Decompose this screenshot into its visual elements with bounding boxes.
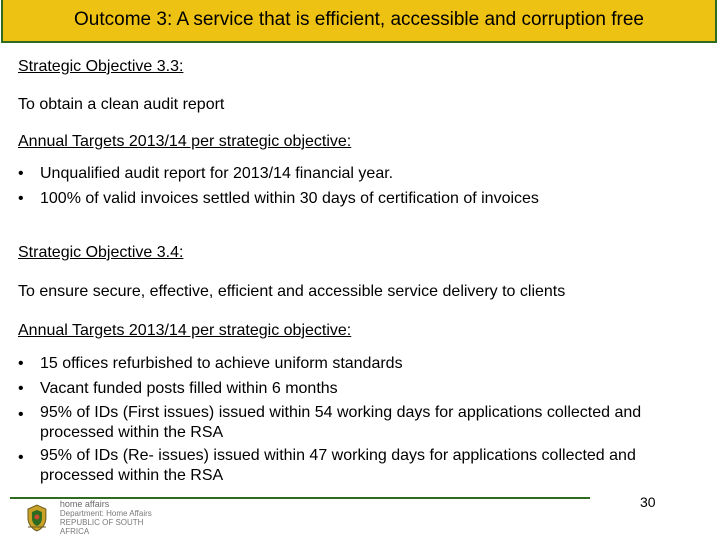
objective-3-3-description: To obtain a clean audit report — [18, 96, 225, 113]
objective-3-4-targets-list — [18, 352, 698, 485]
objective-3-4-description: To ensure secure, effective, efficient and accessible service delivery to clients — [18, 283, 566, 300]
bullet-icon: • — [18, 449, 24, 466]
coat-of-arms-icon — [24, 504, 50, 532]
title-bar — [1, 0, 717, 43]
target-text: Unqualified audit report for 2013/14 financial year. — [40, 165, 394, 182]
department-logo — [24, 499, 174, 536]
objective-3-3-targets-heading: Annual Targets 2013/14 per strategic objective: — [18, 133, 352, 150]
department-subtitle: Department: Home Affairs — [59, 509, 152, 518]
target-text: 100% of valid invoices settled within 30 days of certification of invoices — [40, 189, 539, 207]
bullet-icon: • — [18, 165, 24, 182]
bullet-icon: • — [18, 189, 24, 207]
bullet-icon: • — [18, 355, 24, 372]
objective-3-4-heading: Strategic Objective 3.4: — [18, 244, 184, 261]
page-title: Outcome 3: A service that is efficient, accessible and corruption free — [74, 8, 644, 30]
target-text: 15 offices refurbished to achieve uniform standards — [40, 355, 403, 372]
list-item — [18, 377, 698, 402]
target-text: 95% of IDs (First issues) issued within 54 working days for applications collected and processed within the RSA — [40, 404, 642, 441]
department-country: REPUBLIC OF SOUTH AFRICA — [59, 518, 144, 536]
list-item — [18, 187, 698, 212]
department-text — [60, 500, 174, 536]
list-item — [18, 162, 698, 187]
target-text: Vacant funded posts filled within 6 months — [40, 379, 338, 397]
page-number: 30 — [640, 494, 656, 510]
bullet-icon: • — [18, 379, 24, 397]
list-item — [18, 401, 698, 442]
bullet-icon: • — [18, 406, 24, 423]
objective-3-3-targets-list — [18, 162, 698, 211]
list-item — [18, 442, 698, 485]
objective-3-4-targets-heading: Annual Targets 2013/14 per strategic objective: — [18, 322, 352, 339]
target-text: 95% of IDs (Re- issues) issued within 47 working days for applications collected and processed within the RSA — [40, 447, 636, 484]
department-name: home affairs — [59, 499, 110, 509]
list-item — [18, 352, 698, 377]
objective-3-3-heading: Strategic Objective 3.3: — [18, 58, 184, 75]
